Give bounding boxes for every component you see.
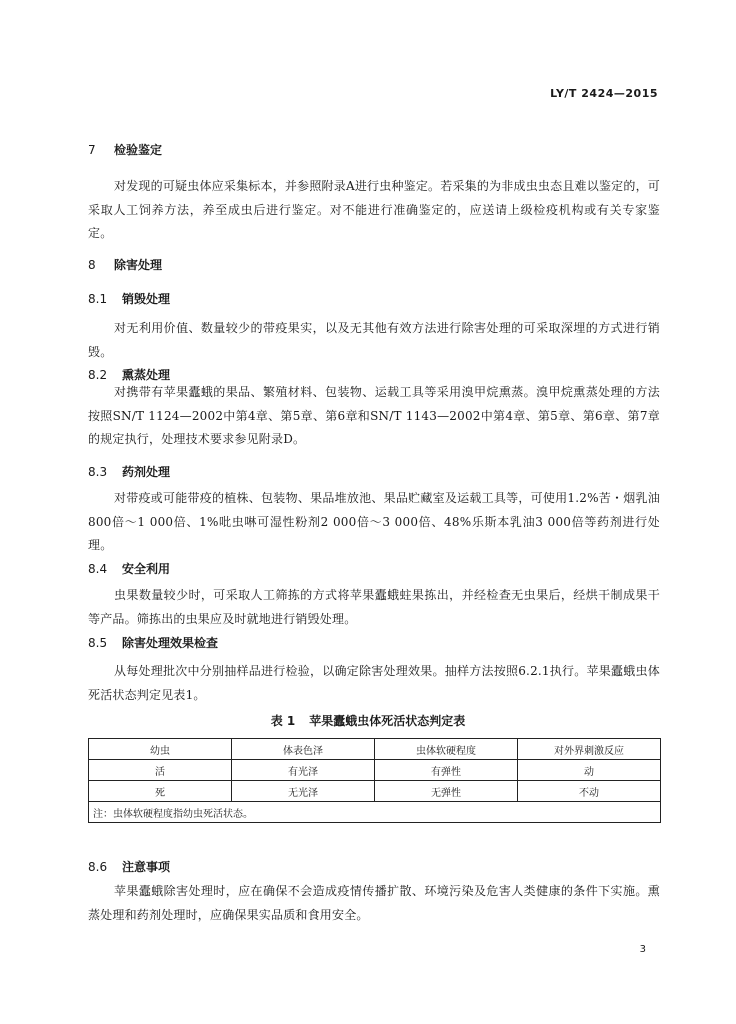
page-number: 3 [639, 944, 646, 955]
section-title: 除害处理 [114, 258, 163, 272]
section-8-heading [88, 256, 162, 273]
section-title: 安全利用 [122, 562, 171, 576]
section-8-3-heading [88, 463, 170, 480]
section-number: 8.5 [88, 636, 108, 650]
standard-code: LY/T 2424—2015 [550, 87, 658, 100]
section-8-5-heading [88, 634, 218, 651]
table-header-cell: 虫体软硬程度 [375, 739, 518, 760]
table-header-cell: 体表色泽 [232, 739, 375, 760]
section-number: 8.6 [88, 860, 108, 874]
table-cell: 无光泽 [232, 781, 375, 802]
table-cell: 不动 [518, 781, 661, 802]
table-header-cell: 对外界刺激反应 [518, 739, 661, 760]
table-cell: 无弹性 [375, 781, 518, 802]
section-title: 药剂处理 [122, 465, 171, 479]
table-cell: 有光泽 [232, 760, 375, 781]
table-caption-label: 表 1 [270, 714, 296, 728]
section-8-1-heading [88, 290, 170, 307]
section-number: 8.4 [88, 562, 108, 576]
table-cell: 动 [518, 760, 661, 781]
section-title: 除害处理效果检查 [122, 636, 219, 650]
section-title: 检验鉴定 [114, 143, 163, 157]
section-number: 8.1 [88, 292, 108, 306]
section-title: 销毁处理 [122, 292, 171, 306]
section-8-4-paragraph: 虫果数量较少时，可采取人工筛拣的方式将苹果蠹蛾蛀果拣出，并经检查无虫果后，经烘干制成果干等产品。筛拣出的虫果应及时就地进行销毁处理。 [88, 588, 660, 626]
table-header-cell: 幼虫 [89, 739, 232, 760]
table-caption-title: 苹果蠹蛾虫体死活状态判定表 [309, 714, 466, 728]
section-number: 8.3 [88, 465, 108, 479]
table-caption [0, 712, 736, 729]
table-row [89, 760, 661, 781]
section-title: 注意事项 [122, 860, 171, 874]
section-8-3-paragraph: 对带疫或可能带疫的植株、包装物、果品堆放池、果品贮藏室及运载工具等，可使用1.2%苦・烟乳油800倍～1 000倍、1%吡虫啉可湿性粉剂2 000倍～3 000倍、48%乐斯本乳油3 000倍等药剂进行处理。 [88, 491, 660, 552]
table-note: 注：虫体软硬程度指幼虫死活状态。 [89, 802, 661, 823]
section-8-4-heading [88, 560, 170, 577]
larva-state-table [88, 738, 661, 823]
table-note-row [89, 802, 661, 823]
table-header-row [89, 739, 661, 760]
section-8-6-paragraph: 苹果蠹蛾除害处理时，应在确保不会造成疫情传播扩散、环境污染及危害人类健康的条件下实施。熏蒸处理和药剂处理时，应确保果实品质和食用安全。 [88, 884, 660, 922]
table-row [89, 781, 661, 802]
section-title: 熏蒸处理 [122, 368, 171, 382]
section-7-heading [88, 141, 162, 158]
section-8-5-paragraph: 从每处理批次中分别抽样品进行检验，以确定除害处理效果。抽样方法按照6.2.1执行。苹果蠹蛾虫体死活状态判定见表1。 [88, 664, 660, 702]
section-8-2-paragraph: 对携带有苹果蠹蛾的果品、繁殖材料、包装物、运载工具等采用溴甲烷熏蒸。溴甲烷熏蒸处理的方法按照SN/T 1124—2002中第4章、第5章、第6章和SN/T 1143—2002中第4章、第5章、第6章、第7章的规定执行，处理技术要求参见附录D。 [88, 385, 660, 446]
table-cell: 有弹性 [375, 760, 518, 781]
section-8-1-paragraph: 对无利用价值、数量较少的带疫果实，以及无其他有效方法进行除害处理的可采取深埋的方式进行销毁。 [88, 321, 660, 359]
table-cell: 活 [89, 760, 232, 781]
section-8-6-heading [88, 858, 170, 875]
section-number: 8.2 [88, 368, 108, 382]
section-number: 7 [88, 143, 96, 157]
section-number: 8 [88, 258, 96, 272]
section-7-paragraph: 对发现的可疑虫体应采集标本，并参照附录A进行虫种鉴定。若采集的为非成虫虫态且难以鉴定的，可采取人工饲养方法，养至成虫后进行鉴定。对不能进行准确鉴定的，应送请上级检疫机构或有关专家鉴定。 [88, 179, 660, 240]
table-cell: 死 [89, 781, 232, 802]
